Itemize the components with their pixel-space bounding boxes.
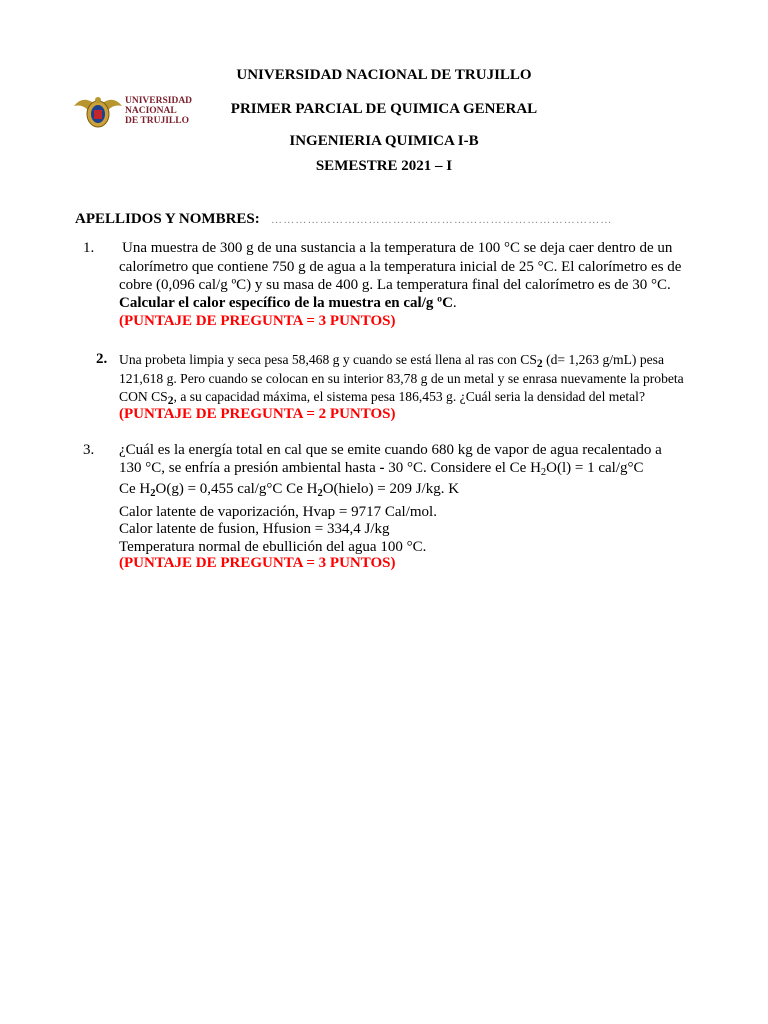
question-1-task-end: .: [452, 295, 457, 311]
question-3-line: Calor latente de fusion, Hfusion = 334,4 J/kg: [119, 521, 390, 537]
question-1-task: [119, 295, 457, 312]
q2-subscript: 2: [167, 394, 174, 407]
q3-dash: -: [379, 460, 385, 476]
q3-text: O(hielo) = 209 J/kg. K: [322, 481, 460, 497]
q2-text: Una probeta limpia y seca pesa 58,468 g y cuando se está llena al ras con CS: [119, 352, 537, 367]
exam-title: PRIMER PARCIAL DE QUIMICA GENERAL: [230, 101, 538, 117]
q2-text: , a su capacidad máxima, el sistema pesa 186,453 g. ¿Cuál seria la densidad del metal?: [173, 389, 645, 404]
q3-text: 130 °C, se enfría a presión ambiental hasta: [119, 460, 380, 476]
question-1-line: cobre (0,096 cal/g ºC) y su masa de 400 g. La temperatura final del calorímetro es de 30 °C.: [119, 277, 671, 293]
question-3-number: 3.: [83, 442, 95, 458]
q3-text: O(g) = 0,455 cal/g°C Ce H: [155, 481, 318, 497]
question-1-number: 1.: [83, 240, 95, 256]
semester-title: SEMESTRE 2021 – I: [315, 158, 453, 174]
q3-text: O(l) = 1 cal/g°C: [546, 460, 644, 476]
q3-subscript: 2: [317, 488, 323, 499]
logo-text-line: UNIVERSIDAD: [125, 96, 193, 106]
question-3-line: Calor latente de vaporización, Hvap = 9717 Cal/mol.: [119, 504, 437, 520]
question-3-score: (PUNTAJE DE PREGUNTA = 3 PUNTOS): [119, 555, 396, 571]
q2-subscript: 2: [536, 357, 543, 370]
q3-text: Ce H: [119, 481, 151, 497]
logo-text-line: DE TRUJILLO: [125, 116, 189, 126]
question-3-line: ¿Cuál es la energía total en cal que se emite cuando 680 kg de vapor de agua recalentado a: [119, 442, 662, 458]
university-title: UNIVERSIDAD NACIONAL DE TRUJILLO: [236, 67, 532, 83]
q3-subscript: 2: [540, 467, 547, 478]
question-1-line: Una muestra de 300 g de una sustancia a la temperatura de 100 °C se deja caer dentro de un: [122, 240, 673, 256]
question-2-number: 2.: [96, 351, 108, 367]
question-3-line: [119, 460, 644, 478]
question-2-line: [119, 389, 645, 407]
q3-subscript: 2: [150, 488, 156, 499]
question-1-line: calorímetro que contiene 750 g de agua a la temperatura inicial de 25 °C. El calorímetro es de: [119, 259, 682, 275]
logo-text-line: NACIONAL: [125, 106, 177, 116]
question-2-line: [119, 352, 664, 370]
question-3-line: Temperatura normal de ebullición del agua 100 °C.: [119, 539, 427, 555]
university-seal-logo: [72, 92, 124, 132]
q2-text: CON CS: [119, 389, 168, 404]
question-1-score: (PUNTAJE DE PREGUNTA = 3 PUNTOS): [119, 313, 396, 329]
program-title: INGENIERIA QUIMICA I-B: [289, 133, 479, 149]
q2-text: (d= 1,263 g/mL) pesa: [542, 352, 664, 367]
logo-text: [125, 96, 205, 126]
question-2-line: 121,618 g. Pero cuando se colocan en su interior 83,78 g de un metal y se enrasa nuevamente la probeta: [119, 371, 684, 386]
question-1-task-text: Calcular el calor específico de la muestra en cal/g ºC: [119, 295, 453, 311]
student-name-label: APELLIDOS Y NOMBRES:: [75, 211, 260, 227]
question-3-line: [119, 481, 459, 499]
q3-text: 30 °C. Considere el Ce H: [384, 460, 541, 476]
student-name-field[interactable]: …………………………………………………………………………: [271, 214, 613, 226]
question-2-score: (PUNTAJE DE PREGUNTA = 2 PUNTOS): [119, 406, 396, 422]
